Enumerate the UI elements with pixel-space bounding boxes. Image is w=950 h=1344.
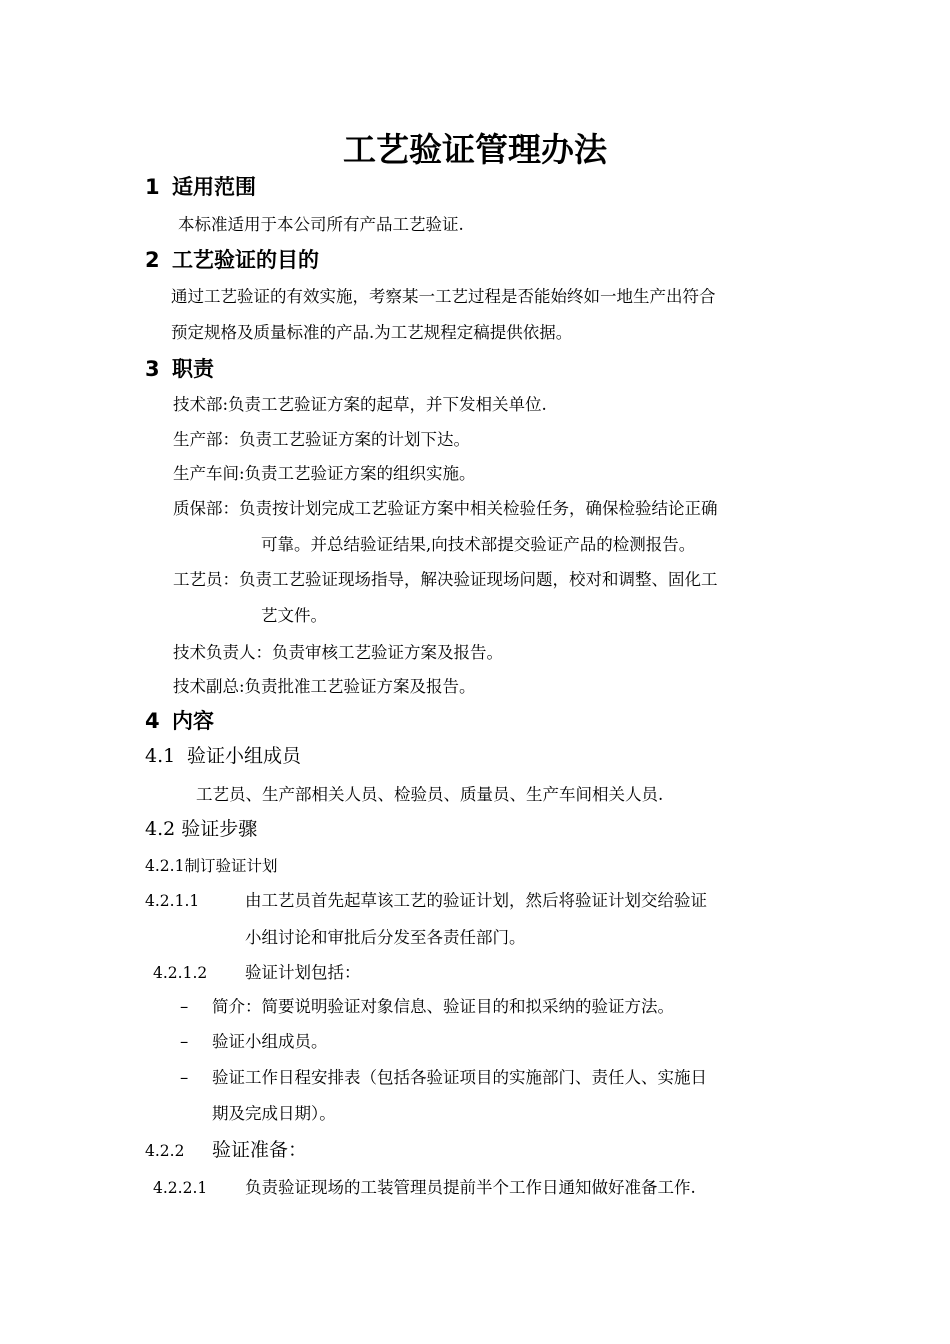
bullet-mark: – bbox=[180, 997, 189, 1016]
duty-workshop: 生产车间:负责工艺验证方案的组织实施。 bbox=[173, 464, 476, 483]
duty-tech-vp: 技术副总:负责批准工艺验证方案及报告。 bbox=[173, 677, 476, 696]
duty-qa-line-1: 质保部：负责按计划完成工艺验证方案中相关检验任务，确保检验结论正确 bbox=[173, 499, 718, 518]
subsection-4-2-1-heading: 4.2.1制订验证计划 bbox=[145, 857, 278, 875]
subsection-4-2-heading: 4.2 验证步骤 bbox=[145, 818, 258, 840]
section-title: 内容 bbox=[172, 709, 214, 733]
section-title: 工艺验证的目的 bbox=[172, 248, 319, 272]
bullet-item-3-line-1: 验证工作日程安排表（包括各验证项目的实施部门、责任人、实施日 bbox=[212, 1068, 707, 1087]
clause-4-2-1-1-line-1: 由工艺员首先起草该工艺的验证计划，然后将验证计划交给验证 bbox=[245, 891, 707, 910]
section-3-heading bbox=[145, 354, 214, 384]
duty-process-line-1: 工艺员：负责工艺验证现场指导，解决验证现场问题，校对和调整、固化工 bbox=[173, 570, 718, 589]
subsection-4-1-heading bbox=[145, 742, 301, 770]
section-1-text: 本标准适用于本公司所有产品工艺验证. bbox=[178, 215, 464, 234]
duty-tech-lead: 技术负责人：负责审核工艺验证方案及报告。 bbox=[173, 643, 503, 662]
section-number: 4 bbox=[145, 709, 160, 733]
clause-4-2-1-2-number: 4.2.1.2 bbox=[153, 964, 208, 982]
section-number: 3 bbox=[145, 357, 160, 381]
duty-process-line-2: 艺文件。 bbox=[261, 606, 327, 625]
clause-4-2-1-2-text: 验证计划包括： bbox=[245, 963, 361, 982]
clause-4-2-1-1-number: 4.2.1.1 bbox=[145, 892, 200, 910]
bullet-item-3-line-2: 期及完成日期）。 bbox=[212, 1104, 336, 1123]
bullet-item-2: 验证小组成员。 bbox=[212, 1032, 328, 1051]
section-number: 2 bbox=[145, 248, 160, 272]
clause-4-2-2-1-text: 负责验证现场的工装管理员提前半个工作日通知做好准备工作. bbox=[245, 1178, 696, 1197]
duty-tech-dept: 技术部:负责工艺验证方案的起草，并下发相关单位. bbox=[173, 395, 547, 414]
bullet-mark: – bbox=[180, 1068, 189, 1087]
section-1-heading bbox=[145, 172, 256, 202]
section-number: 1 bbox=[145, 175, 160, 199]
bullet-item-1: 简介：简要说明验证对象信息、验证目的和拟采纳的验证方法。 bbox=[212, 997, 674, 1016]
subsection-4-2-2-heading: 验证准备： bbox=[212, 1139, 308, 1161]
clause-4-2-2-1-number: 4.2.2.1 bbox=[153, 1179, 208, 1197]
section-2-text-line-1: 通过工艺验证的有效实施，考察某一工艺过程是否能始终如一地生产出符合 bbox=[171, 287, 716, 306]
section-4-heading bbox=[145, 706, 214, 736]
subsection-4-1-text: 工艺员、生产部相关人员、检验员、质量员、生产车间相关人员. bbox=[196, 785, 664, 804]
bullet-mark: – bbox=[180, 1032, 189, 1051]
document-title: 工艺验证管理办法 bbox=[343, 130, 607, 169]
subsection-title: 验证小组成员 bbox=[187, 745, 302, 767]
section-2-heading bbox=[145, 245, 319, 275]
section-2-text-line-2: 预定规格及质量标准的产品.为工艺规程定稿提供依据。 bbox=[171, 323, 573, 342]
duty-prod-dept: 生产部：负责工艺验证方案的计划下达。 bbox=[173, 430, 470, 449]
duty-qa-line-2: 可靠。并总结验证结果,向技术部提交验证产品的检测报告。 bbox=[261, 535, 696, 554]
section-title: 适用范围 bbox=[172, 175, 256, 199]
subsection-4-2-2-number: 4.2.2 bbox=[145, 1142, 185, 1160]
clause-4-2-1-1-line-2: 小组讨论和审批后分发至各责任部门。 bbox=[245, 928, 526, 947]
subsection-number: 4.1 bbox=[145, 745, 176, 767]
section-title: 职责 bbox=[172, 357, 214, 381]
